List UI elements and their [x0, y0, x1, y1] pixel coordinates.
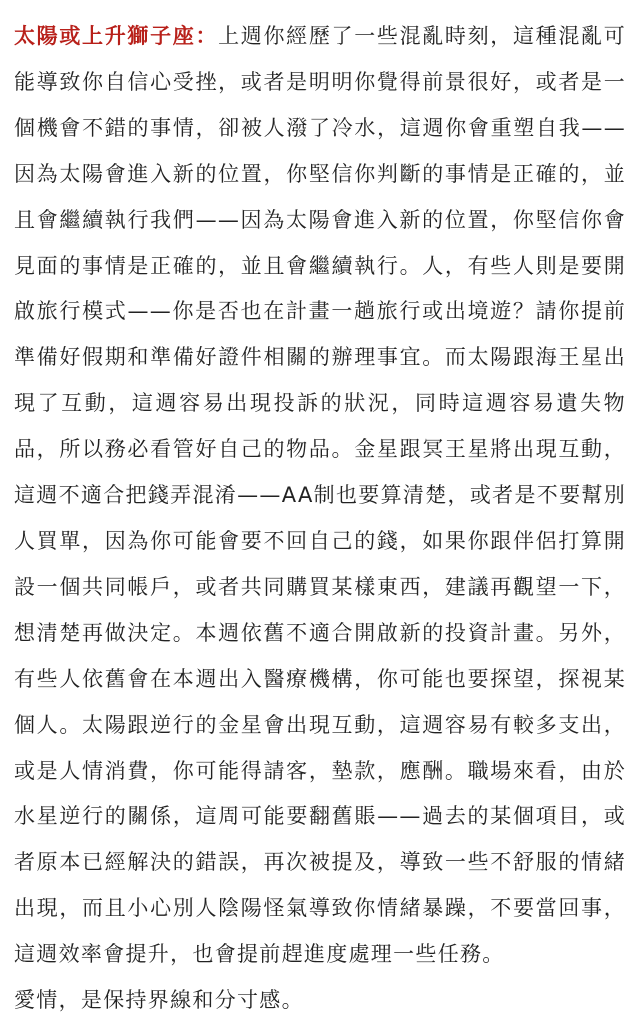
sign-heading: 太陽或上升獅子座：	[14, 24, 219, 48]
horoscope-text: 上週你經歷了一些混亂時刻，這種混亂可能導致你自信心受挫，或者是明明你覺得前景很好，或者是一個機會不錯的事情，卻被人潑了冷水，這週你會重塑自我——因為太陽會進入新的位置，你堅信你判斷的事情是正確的，並且會繼續執行我們——因為太陽會進入新的位置，你堅信你會見面的事情是正確的，並且會繼續執行。人，有些人則是要開啟旅行模式——你是否也在計畫一趟旅行或出境遊？請你提前準備好假期和準備好證件相關的辦理事宜。而太陽跟海王星出現了互動，這週容易出現投訴的狀況，同時這週容易遺失物品，所以務必看管好自己的物品。金星跟冥王星將出現互動，這週不適合把錢弄混淆——AA制也要算清楚，或者是不要幫別人買單，因為你可能會要不回自己的錢，如果你跟伴侶打算開設一個共同帳戶，或者共同購買某樣東西，建議再觀望一下，想清楚再做決定。本週依舊不適合開啟新的投資計畫。另外，有些人依舊會在本週出入醫療機構，你可能也要探望，探視某個人。太陽跟逆行的金星會出現互動，這週容易有較多支出，或是人情消費，你可能得請客，墊款，應酬。職場來看，由於水星逆行的關係，這周可能要翻舊賬——過去的某個項目，或者原本已經解決的錯誤，再次被提及，導致一些不舒服的情緒出現，而且小心別人陰陽怪氣導致你情緒暴躁，不要當回事，這週效率會提升，也會提前趕進度處理一些任務。	[14, 24, 626, 967]
horoscope-paragraph	[14, 14, 626, 978]
love-paragraph: 愛情，是保持界線和分寸感。	[14, 988, 304, 1013]
